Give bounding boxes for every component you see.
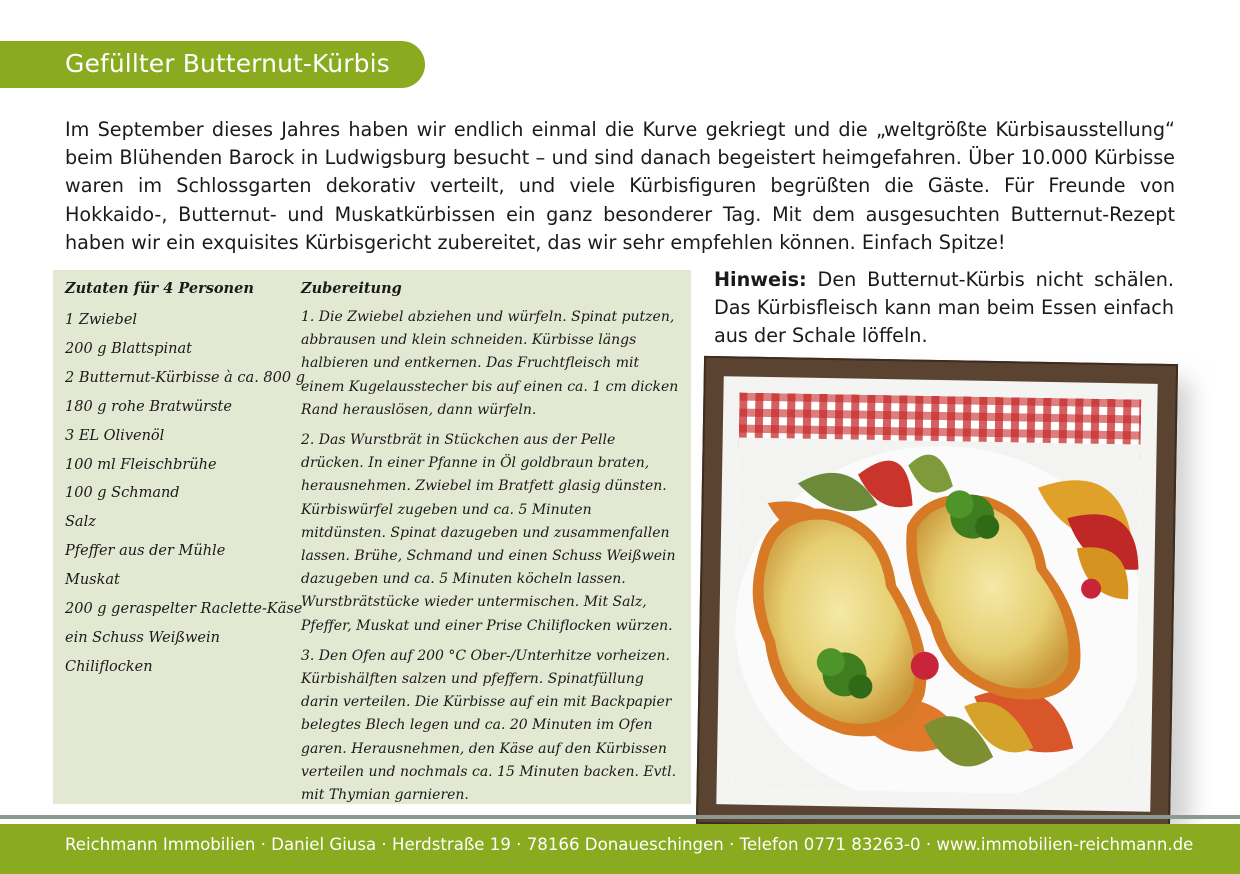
ingredient-item: 2 Butternut-Kürbisse à ca. 800 g <box>65 369 305 386</box>
preparation-step: 2. Das Wurstbrät in Stückchen aus der Pelle drücken. In einer Pfanne in Öl goldbraun braten, herausnehmen. Zwiebel im Bratfett glasig dünsten. Kürbiswürfel zugeben und ca. 5 Minuten mitdünsten. Spinat dazugeben und zusammenfallen lassen. Brühe, Schmand und einen Schuss Weißwein dazugeben und ca. 5 Minuten köcheln lassen. Wurstbrätstücke wieder untermischen. Mit Salz, Pfeffer, Muskat und einer Prise Chiliflocken würzen. <box>301 432 676 634</box>
ingredient-item: 1 Zwiebel <box>65 312 138 328</box>
ingredients-list <box>65 306 305 682</box>
preparation-heading: Zubereitung <box>301 280 402 297</box>
ingredients-column <box>65 277 305 682</box>
page-title: Gefüllter Butternut-Kürbis <box>65 49 390 78</box>
dish-photo <box>733 393 1142 796</box>
ingredient-item: Salz <box>65 514 96 531</box>
ingredient-item: Pfeffer aus der Mühle <box>65 543 226 560</box>
hint-label: Hinweis: <box>714 268 807 291</box>
intro-paragraph: Im September dieses Jahres haben wir endlich einmal die Kurve gekriegt und die „weltgrößte Kürbisausstellung“ beim Blühenden Barock in Ludwigsburg besucht – und sind danach begeistert heimgefahren. Über 10.000 Kürbisse waren im Schlossgarten dekorativ verteilt, und viele Kürbisfiguren begrüßten die Gäste. Für Freunde von Hokkaido-, Butternut- und Muskatkürbissen ein ganz besonderer Tag. Mit dem ausgesuchten Butternut-Rezept haben wir ein exquisites Kürbisgericht zubereitet, das wir sehr empfehlen können. Einfach Spitze! <box>65 118 1175 254</box>
photo-mat <box>716 376 1157 812</box>
preparation-step: 1. Die Zwiebel abziehen und würfeln. Spinat putzen, abbrausen und klein schneiden. Kürbisse längs halbieren und entkernen. Das Fruchtfleisch mit einem Kugelausstecher bis auf einen ca. 1 cm dicken Rand herauslösen, dann würfeln. <box>301 309 679 418</box>
ingredient-item: Chiliflocken <box>65 658 153 675</box>
preparation-step: 3. Den Ofen auf 200 °C Ober-/Unterhitze vorheizen. Kürbishälften salzen und pfeffern. Spinatfüllung darin verteilen. Die Kürbisse auf ein mit Backpapier belegtes Blech legen und ca. 20 Minuten im Ofen garen. Herausnehmen, den Käse auf den Kürbissen verteilen und nochmals ca. 15 Minuten backen. Evtl. mit Thymian garnieren. <box>301 647 677 804</box>
hint-paragraph <box>714 266 1174 351</box>
ingredient-item: Muskat <box>65 572 120 589</box>
ingredient-item: 200 g geraspelter Raclette-Käse <box>65 601 303 618</box>
preparation-column <box>301 277 679 807</box>
ingredient-item: 100 g Schmand <box>65 485 180 502</box>
ingredients-heading: Zutaten für 4 Personen <box>65 280 254 297</box>
photo-frame <box>696 356 1178 832</box>
ingredient-item: 100 ml Fleischbrühe <box>65 456 217 473</box>
footer-bar <box>0 824 1240 874</box>
footer-contact: Reichmann Immobilien · Daniel Giusa · Herdstraße 19 · 78166 Donaueschingen · Telefon 0771 83263-0 · www.immobilien-reichmann.de <box>65 835 1194 854</box>
title-banner <box>0 41 425 88</box>
footer-divider <box>0 815 1240 819</box>
hint-text: Den Butternut-Kürbis nicht schälen. Das Kürbisfleisch kann man beim Essen einfach aus der Schale löffeln. <box>714 268 1174 348</box>
stuffed-pumpkin-image <box>733 393 1142 796</box>
ingredient-item: ein Schuss Weißwein <box>65 629 220 646</box>
ingredient-item: 3 EL Olivenöl <box>65 427 165 444</box>
ingredient-item: 200 g Blattspinat <box>65 340 192 357</box>
ingredient-item: 180 g rohe Bratwürste <box>65 398 232 415</box>
